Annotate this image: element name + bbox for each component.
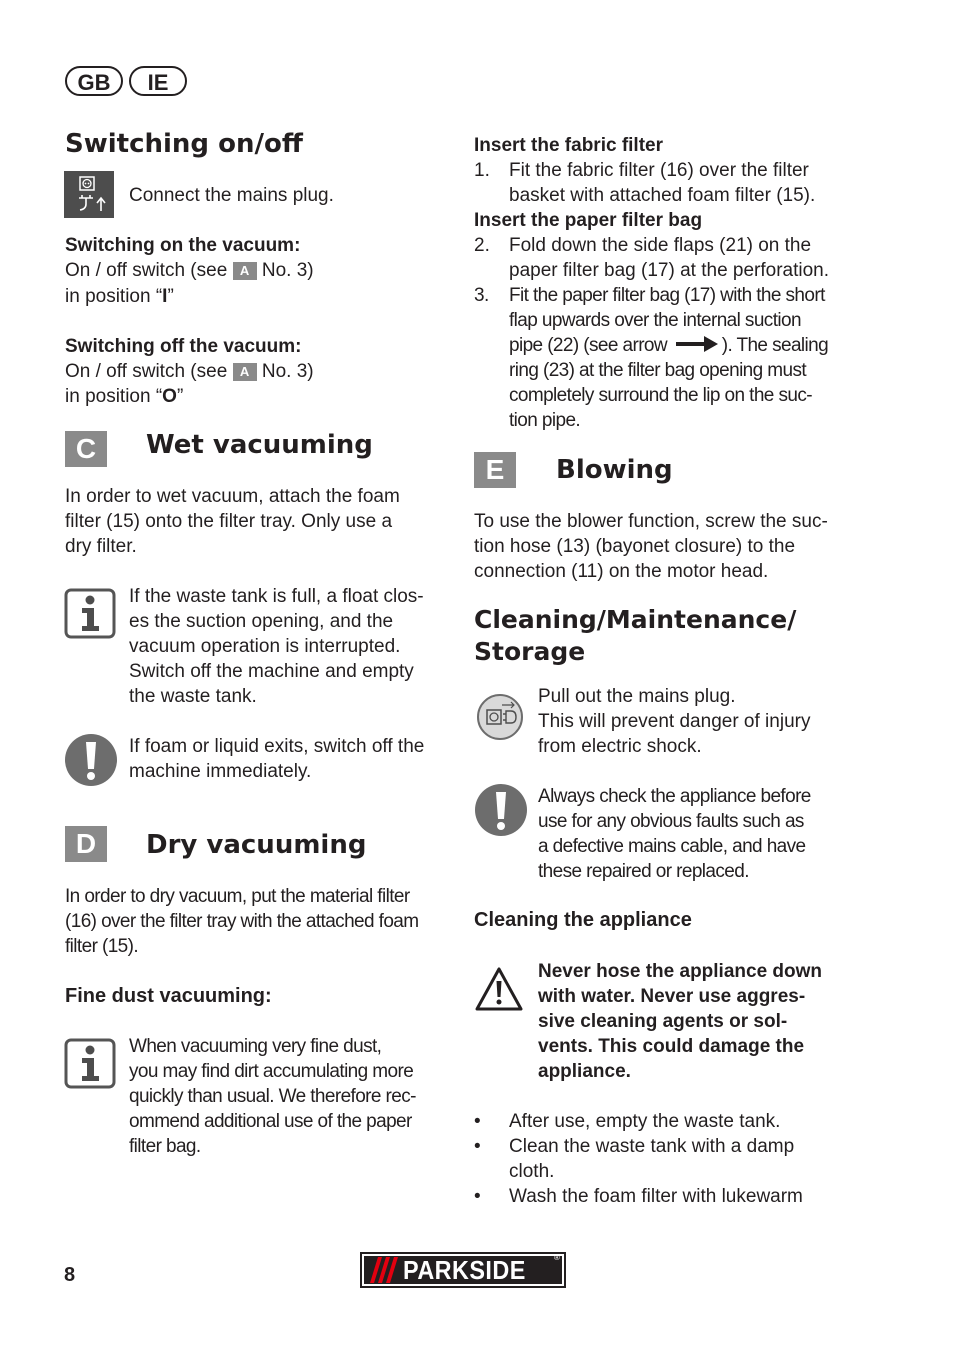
mains-plug-icon: [64, 171, 114, 218]
switch-off-heading: Switching off the vacuum:: [65, 336, 302, 357]
text-line: a defective mains cable, and have: [538, 836, 806, 857]
position-value-off: O: [162, 386, 177, 407]
bullet: •: [474, 1136, 481, 1157]
text-line-with-arrow: [509, 333, 874, 358]
caution-text: [538, 959, 822, 1084]
section-letter-e: E: [474, 452, 516, 488]
wet-vacuuming-text: [65, 484, 400, 559]
text-line: paper filter bag (17) at the perforation.: [509, 260, 830, 281]
text-line: filter bag.: [129, 1136, 201, 1157]
text-line: This will prevent danger of injury: [538, 711, 811, 732]
language-badge-gb: GB: [65, 66, 123, 96]
step-number: 1.: [474, 160, 490, 181]
figure-tag-a: A: [233, 262, 257, 280]
title-line: Storage: [474, 637, 586, 666]
text-line: appliance.: [538, 1061, 631, 1082]
unplug-icon: [476, 693, 524, 741]
section-letter-d: D: [65, 826, 107, 862]
text-line: In order to wet vacuum, attach the foam: [65, 486, 400, 507]
language-badge-ie: IE: [129, 66, 187, 96]
bullet: •: [474, 1111, 481, 1132]
wet-vacuuming-title: Wet vacuuming: [146, 430, 373, 460]
text-line: Pull out the mains plug.: [538, 686, 736, 707]
registered-mark: ®: [554, 1253, 560, 1262]
text-line: Fold down the side flaps (21) on the: [509, 235, 812, 256]
check-appliance-text: [538, 784, 811, 884]
text-line: these repaired or replaced.: [538, 861, 749, 882]
text-line: quickly than usual. We therefore rec-: [129, 1086, 416, 1107]
step-3: [474, 283, 874, 433]
info-icon: [64, 1038, 116, 1089]
text-line: filter (15).: [65, 936, 139, 957]
text-line: sive cleaning agents or sol-: [538, 1011, 788, 1032]
dry-vacuuming-text: [65, 884, 419, 959]
text-line: tion hose (13) (bayonet closure) to the: [474, 536, 796, 557]
text-line: To use the blower function, screw the suc-: [474, 511, 828, 532]
section-letter-c: C: [65, 431, 107, 467]
text-line: (16) over the filter tray with the attached foam: [65, 911, 419, 932]
text-fragment: ). The sealing: [721, 335, 829, 356]
text-line: use for any obvious faults such as: [538, 811, 804, 832]
text-line: filter (15) onto the filter tray. Only use a: [65, 511, 393, 532]
step-number: 2.: [474, 235, 490, 256]
text-line: Switch off the machine and empty: [129, 661, 414, 682]
switch-off-number: No. 3): [261, 361, 314, 382]
text-line: When vacuuming very fine dust,: [129, 1036, 382, 1057]
list-item: [474, 1184, 874, 1209]
text-line: flap upwards over the internal suction: [509, 310, 801, 331]
position-value-on: I: [162, 286, 168, 307]
switch-off-line1: [65, 359, 314, 384]
warning-exclamation-icon: [474, 783, 528, 837]
parkside-logo: [360, 1252, 566, 1288]
switching-title: Switching on/off: [65, 129, 303, 159]
text-line: ommend additional use of the paper: [129, 1111, 412, 1132]
connect-mains-text: Connect the mains plug.: [129, 185, 334, 206]
wet-info-text: [129, 584, 424, 709]
switch-on-line2: [65, 284, 174, 309]
warning-exclamation-icon: [64, 733, 118, 787]
caution-triangle-icon: [474, 966, 524, 1012]
fabric-filter-heading: Insert the fabric filter: [474, 135, 663, 156]
text-line: dry filter.: [65, 536, 137, 557]
step-1: [474, 158, 874, 208]
title-line: Cleaning/Maintenance/: [474, 605, 797, 634]
position-text: in position “: [65, 286, 163, 307]
text-line: ring (23) at the filter bag opening must: [509, 360, 807, 381]
text-line: connection (11) on the motor head.: [474, 561, 769, 582]
text-line: Wash the foam filter with lukewarm: [509, 1186, 803, 1207]
figure-tag-a: A: [233, 363, 257, 381]
quote-close: ”: [176, 386, 184, 407]
blowing-text: [474, 509, 828, 584]
logo-text: PARKSIDE: [403, 1255, 526, 1285]
text-line: you may find dirt accumulating more: [129, 1061, 414, 1082]
text-line: cloth.: [509, 1161, 555, 1182]
dry-vacuuming-title: Dry vacuuming: [146, 830, 367, 860]
switch-off-text: On / off switch (see: [65, 361, 228, 382]
page-number: 8: [64, 1264, 76, 1286]
text-line: with water. Never use aggres-: [538, 986, 806, 1007]
switch-on-text: On / off switch (see: [65, 260, 228, 281]
paper-filter-heading: Insert the paper filter bag: [474, 210, 703, 231]
step-number: 3.: [474, 285, 489, 306]
quote-close: ”: [167, 286, 174, 307]
text-fragment: pipe (22) (see arrow: [509, 335, 668, 356]
position-text: in position “: [65, 386, 163, 407]
text-line: Fit the fabric filter (16) over the filter: [509, 160, 809, 181]
text-line: Fit the paper filter bag (17) with the short: [509, 285, 825, 306]
switch-on-line1: [65, 258, 314, 283]
text-line: Clean the waste tank with a damp: [509, 1136, 795, 1157]
step-2: [474, 233, 874, 283]
blowing-title: Blowing: [556, 455, 673, 485]
text-line: machine immediately.: [129, 761, 312, 782]
text-line: vacuum operation is interrupted.: [129, 636, 401, 657]
text-line: from electric shock.: [538, 736, 702, 757]
text-line: If the waste tank is full, a float clos-: [129, 586, 424, 607]
bullet: •: [474, 1186, 481, 1207]
info-icon: [64, 588, 116, 639]
list-item: [474, 1134, 874, 1184]
cleaning-appliance-heading: Cleaning the appliance: [474, 909, 692, 931]
arrow-right-icon: [676, 336, 718, 352]
text-line: If foam or liquid exits, switch off the: [129, 736, 425, 757]
switch-on-heading: Switching on the vacuum:: [65, 235, 301, 256]
text-line: In order to dry vacuum, put the material filter: [65, 886, 410, 907]
pull-plug-text: [538, 684, 810, 759]
cleaning-maintenance-title: [474, 604, 796, 668]
text-line: vents. This could damage the: [538, 1036, 805, 1057]
text-line: Always check the appliance before: [538, 786, 811, 807]
text-line: basket with attached foam filter (15).: [509, 185, 816, 206]
cleaning-bullet-list: [474, 1109, 874, 1209]
switch-off-line2: [65, 384, 183, 409]
text-line: es the suction opening, and the: [129, 611, 394, 632]
text-line: Never hose the appliance down: [538, 961, 823, 982]
fine-dust-heading: Fine dust vacuuming:: [65, 985, 272, 1007]
text-line: After use, empty the waste tank.: [509, 1111, 781, 1132]
text-line: completely surround the lip on the suc-: [509, 385, 812, 406]
text-line: the waste tank.: [129, 686, 257, 707]
list-item: [474, 1109, 874, 1134]
switch-on-number: No. 3): [261, 260, 314, 281]
text-line: tion pipe.: [509, 410, 581, 431]
fine-dust-info-text: [129, 1034, 416, 1159]
wet-warning-text: [129, 734, 424, 784]
